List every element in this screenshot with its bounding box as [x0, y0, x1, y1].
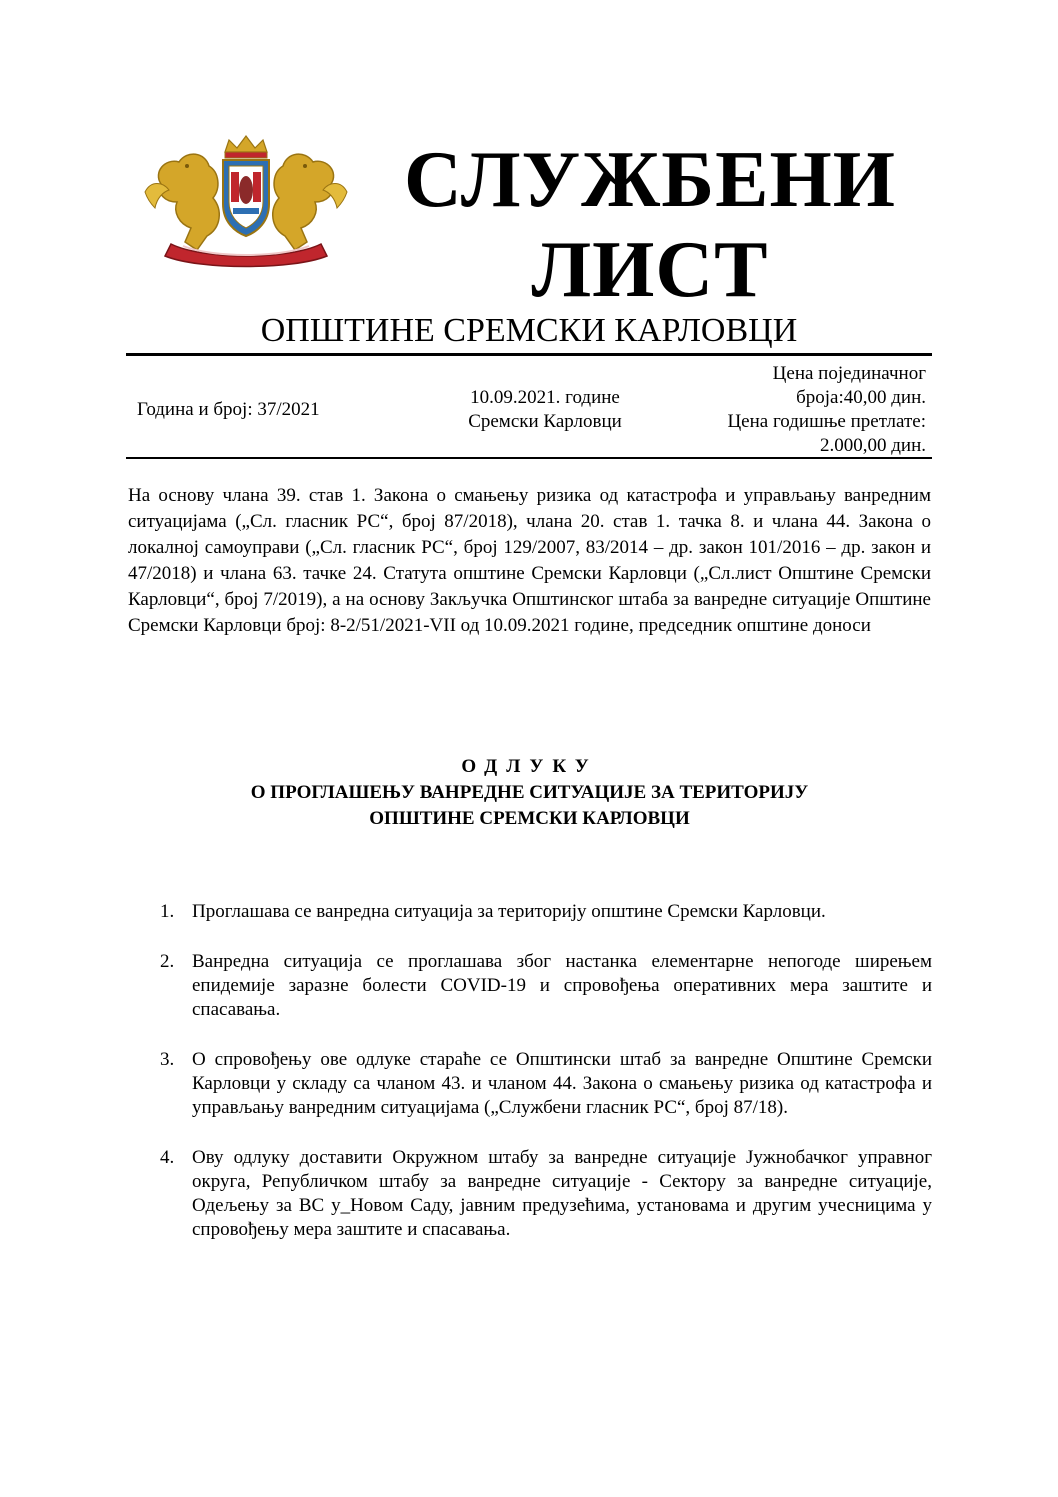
masthead-title-line1: СЛУЖБЕНИ: [404, 136, 896, 224]
decision-title: [128, 754, 931, 832]
list-item: [150, 1146, 932, 1242]
header-rule-top: [126, 353, 932, 356]
item-number: 1.: [160, 901, 175, 922]
item-text: О спровођењу ове одлуке стараће се Општински штаб за ванредне Општине Сремски Карловци у складу са чланом 43. и чланом 44. Закона о смањењу ризика од катастрофа и управљању ванредним ситуацијама („Службени гласник РС“, број 87/18).: [192, 1049, 932, 1118]
masthead-subtitle: ОПШТИНЕ СРЕМСКИ КАРЛОВЦИ: [260, 312, 798, 349]
list-item: [150, 1048, 932, 1120]
preamble-paragraph: На основу члана 39. став 1. Закона о смањењу ризика од катастрофа и управљању ванредним ситуацијама („Сл. гласник РС“, број 87/2018), члана 20. став 1. тачка 8. и члана 44. Закона о локалној самоуправи („Сл. гласник РС“, број 129/2007, 83/2014 – др. закон 101/2016 – др. закон и 47/2018) и члана 63. тачке 24. Статута општине Сремски Карловци („Сл.лист Општине Сремски Карловци“, број 7/2019), а на основу Закључка Општинског штаба за ванредне ситуације Општине Сремски Карловци број: 8-2/51/2021-VII од 10.09.2021 године, председник општине доноси: [128, 485, 931, 636]
issue-date: 10.09.2021. године: [470, 387, 620, 408]
price-annual-value: 2.000,00 дин.: [819, 435, 926, 456]
list-item: [150, 900, 932, 924]
item-text: Проглашава се ванредна ситуација за територију општине Сремски Карловци.: [192, 901, 826, 922]
masthead-title-line2: ЛИСТ: [531, 226, 769, 314]
issue-date-place: [440, 386, 650, 434]
price-single-label: Цена појединачног: [772, 363, 926, 384]
decision-items-list: [150, 900, 932, 1268]
item-number: 3.: [160, 1049, 175, 1070]
issue-place: Сремски Карловци: [468, 411, 622, 432]
issue-year-number: Година и број: 37/2021: [137, 399, 320, 420]
item-text: Ову одлуку доставити Окружном штабу за ванредне ситуације Јужнобачког управног округа, Републичком штабу за ванредне ситуације - Сектору за ванредне ситуације, Одељењу за ВС у_Новом Саду, јавним предузећима, установама и другим учесницима у спровођењу мера заштите и спасавања.: [192, 1147, 932, 1240]
issue-prices: [666, 362, 926, 458]
item-text: Ванредна ситуација се проглашава због настанка елементарне непогоде ширењем епидемије заразне болести COVID-19 и спровођења оперативних мера заштите и спасавања.: [192, 951, 932, 1020]
item-number: 4.: [160, 1147, 175, 1168]
item-number: 2.: [160, 951, 175, 972]
decision-heading: ОДЛУКУ: [461, 756, 598, 777]
coat-of-arms-icon: [143, 132, 349, 268]
price-annual-label: Цена годишње претлате:: [727, 411, 926, 432]
list-item: [150, 950, 932, 1022]
decision-subject-line1: О ПРОГЛАШЕЊУ ВАНРЕДНЕ СИТУАЦИЈЕ ЗА ТЕРИТОРИЈУ: [250, 782, 809, 803]
header-rule-bottom: [126, 457, 932, 459]
price-single-value: броја:40,00 дин.: [796, 387, 926, 408]
decision-subject-line2: ОПШТИНЕ СРЕМСКИ КАРЛОВЦИ: [369, 808, 690, 829]
